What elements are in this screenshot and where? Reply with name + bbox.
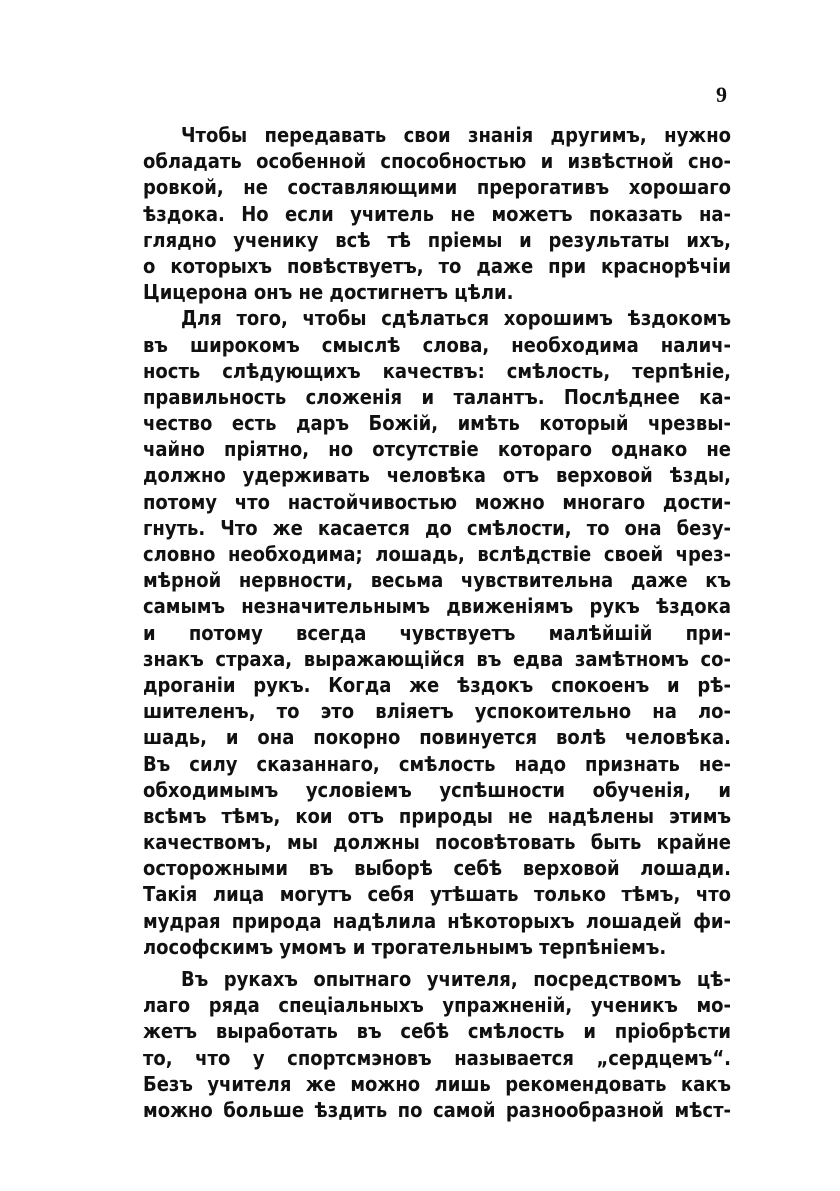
- paragraph: [143, 305, 731, 960]
- text-line: и потому всегда чувствуетъ малѣйшій при-: [143, 620, 731, 645]
- text-line: дроганіи рукъ. Когда же ѣздокъ спокоенъ и рѣ-: [143, 672, 731, 697]
- text-line: правильность сложенія и талантъ. Послѣднее ка-: [143, 384, 731, 409]
- page-number: 9: [716, 82, 727, 107]
- text-line: Такія лица могутъ себя утѣшать только тѣмъ, что: [143, 882, 731, 907]
- text-line: должно удерживать человѣка отъ верховой ѣзды,: [143, 463, 731, 488]
- body-text: [143, 122, 731, 1123]
- text-line: мудрая природа надѣлила нѣкоторыхъ лошадей фи-: [143, 908, 731, 933]
- text-line: всѣмъ тѣмъ, кои отъ природы не надѣлены этимъ: [143, 803, 731, 828]
- text-line: потому что настойчивостью можно многаго дости-: [143, 489, 731, 514]
- text-line: чайно пріятно, но отсутствіе котораго однако не: [143, 437, 731, 462]
- text-line: обладать особенной способностью и извѣстной сно-: [143, 149, 731, 174]
- text-line: Цицерона онъ не достигнетъ цѣли.: [143, 280, 514, 305]
- text-line: осторожными въ выборѣ себѣ верховой лошади.: [143, 856, 731, 881]
- text-line: лософскимъ умомъ и трогательнымъ терпѣніемъ.: [143, 934, 667, 959]
- text-line: мѣрной нервности, весьма чувствительна даже къ: [143, 568, 731, 593]
- text-line: шителенъ, то это вліяетъ успокоительно на ло-: [143, 699, 731, 724]
- text-line: ность слѣдующихъ качествъ: смѣлость, терпѣніе,: [143, 358, 731, 383]
- text-line: словно необходима; лошадь, вслѣдствіе своей чрез-: [143, 542, 731, 566]
- text-line: глядно ученику всѣ тѣ пріемы и результаты ихъ,: [143, 227, 731, 252]
- paragraph: [143, 966, 731, 1123]
- text-line: жетъ выработать въ себѣ смѣлость и пріобрѣсти: [143, 1019, 731, 1044]
- text-line: Въ рукахъ опытнаго учителя, посредствомъ цѣ-: [181, 967, 731, 991]
- text-line: Въ силу сказаннаго, смѣлость надо признать не-: [143, 751, 731, 776]
- text-line: гнуть. Что же касается до смѣлости, то она безу-: [143, 515, 731, 540]
- text-line: то, что у спортсмэновъ называется „сердцемъ“.: [143, 1045, 731, 1070]
- text-line: самымъ незначительнымъ движеніямъ рукъ ѣздока: [143, 594, 731, 619]
- text-line: шадь, и она покорно повинуется волѣ человѣка.: [143, 725, 731, 750]
- text-line: знакъ страха, выражающійся въ едва замѣтномъ со-: [143, 646, 731, 671]
- text-line: въ широкомъ смыслѣ слова, необходима налич-: [143, 332, 731, 357]
- text-line: Безъ учителя же можно лишь рекомендовать какъ: [143, 1071, 731, 1096]
- text-line: качествомъ, мы должны посовѣтовать быть крайне: [143, 830, 731, 855]
- text-line: Для того, чтобы сдѣлаться хорошимъ ѣздокомъ: [181, 306, 731, 331]
- paragraph: [143, 122, 731, 305]
- text-line: обходимымъ условіемъ успѣшности обученія, и: [143, 777, 731, 802]
- text-line: Чтобы передавать свои знанія другимъ, нужно: [181, 123, 731, 147]
- text-line: о которыхъ повѣствуетъ, то даже при краснорѣчіи: [143, 253, 731, 278]
- text-line: лаго ряда спеціальныхъ упражненій, ученикъ мо-: [143, 993, 731, 1018]
- text-line: ѣздока. Но если учитель не можетъ показать на-: [143, 201, 731, 226]
- text-line: ровкой, не составляющими прерогативъ хорошаго: [143, 175, 731, 200]
- text-line: чество есть даръ Божій, имѣть который чрезвы-: [143, 411, 731, 436]
- text-line: можно больше ѣздить по самой разнообразной мѣст-: [143, 1097, 731, 1122]
